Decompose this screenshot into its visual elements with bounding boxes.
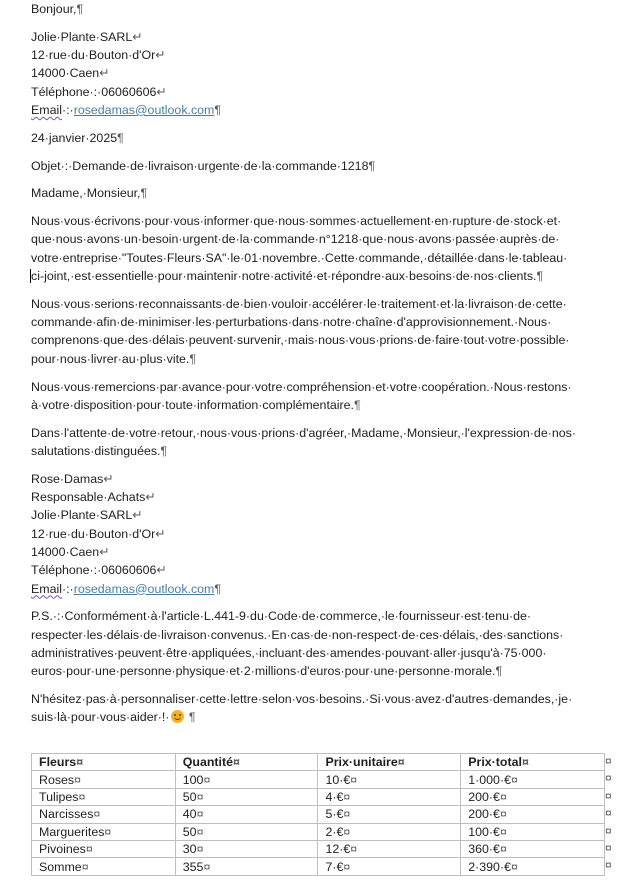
table-row [32, 806, 605, 823]
table-cell[interactable]: 355¤ [175, 858, 318, 875]
table-cell[interactable]: 12·€¤ [318, 840, 461, 857]
table-row [32, 840, 605, 857]
table-cell[interactable]: 7·€¤ [318, 858, 461, 875]
sender-email-link[interactable]: rosedamas@outlook.com [73, 102, 215, 117]
table-cell[interactable]: 10·€¤ [318, 771, 461, 788]
sender-phone: Téléphone·:·06060606 [31, 84, 157, 99]
table-cell[interactable]: 40¤ [175, 806, 318, 823]
table-header-cell[interactable]: Quantité¤ [175, 754, 318, 771]
signature-name: Rose·Damas [31, 471, 104, 486]
greeting: Bonjour,¶ [31, 2, 84, 16]
table-cell[interactable]: 5·€¤ [318, 806, 461, 823]
sender-email-label: Email [31, 102, 62, 117]
table-row-end-marks [605, 753, 615, 875]
paragraph-4: Dans·l'attente·de·votre·retour,·nous·vous·prions·d'agréer,·Madame,·Monsieur,·l'expression·de·nos· salutations·distinguées.¶ [31, 425, 576, 458]
postscript: P.S.·:·Conformément·à·l'article·L.441-9·du·Code·de·commerce,·le·fournisseur·est·tenu·de· respecter·les·délais·de·livraison·convenus.·En·cas·de·non-respect·de·ces·délais,·des·sanctions· administratives·peuvent·être·appliquées,·incluant·des·amendes·pouvant·aller·jusqu'à·75·000· euros·pour·une·personne·physique·et·2·millions·d'euros·pour·une·personne·morale.¶ [31, 609, 564, 679]
row-end-mark: ¤ [605, 771, 612, 786]
row-end-mark: ¤ [605, 823, 612, 838]
table-header-cell[interactable]: Fleurs¤ [32, 754, 176, 771]
table-cell[interactable]: 2·€¤ [318, 823, 461, 840]
table-cell[interactable]: Narcisses¤ [32, 806, 176, 823]
table-cell[interactable]: Marguerites¤ [32, 823, 176, 840]
table-header-row [32, 754, 605, 771]
table-cell[interactable]: Tulipes¤ [32, 788, 176, 805]
table-row [32, 823, 605, 840]
sender-street: 12·rue·du·Bouton·d'Or [31, 48, 156, 63]
table-row [32, 788, 605, 805]
table-cell[interactable]: 100¤ [175, 771, 318, 788]
sender-city: 14000·Caen [31, 66, 100, 81]
signature-email-label: Email [31, 581, 62, 596]
table-cell[interactable]: 30¤ [175, 840, 318, 857]
table-row [32, 858, 605, 875]
table-cell[interactable]: 4·€¤ [318, 788, 461, 805]
row-end-mark: ¤ [605, 806, 612, 821]
row-end-mark: ¤ [605, 788, 612, 803]
signature-street: 12·rue·du·Bouton·d'Or [31, 526, 156, 541]
table-row [32, 771, 605, 788]
signature-email-link[interactable]: rosedamas@outlook.com [73, 581, 215, 596]
letter-date: 24·janvier·2025¶ [31, 130, 124, 145]
paragraph-1: Nous·vous·écrivons·pour·vous·informer·que·nous·sommes·actuellement·en·rupture·de·stock·et· que·nous·avons·un·besoin·urgent·de·la·commande·n°1218·que·nous·avons·passée·auprès·de· votre·entreprise·"Toutes·Fleurs·SA"·le·01·novembre.·Cette·commande,·détaillée·dans·le·tableau· ci-joint,·est·essentielle·pour·maintenir·notre·activité·et·répondre·aux·besoins·de·nos·clients.¶ [31, 214, 568, 284]
signature-city: 14000·Caen [31, 544, 100, 559]
row-end-mark: ¤ [605, 754, 612, 768]
smiling-face-emoji-icon [171, 710, 184, 723]
paragraph-3: Nous·vous·remercions·par·avance·pour·votre·compréhension·et·votre·coopération.·Nous·restons· à·votre·disposition·pour·toute·information·complémentaire.¶ [31, 379, 572, 412]
signature-block: Rose·Damas↵ Responsable·Achats↵ Jolie·Plante·SARL↵ 12·rue·du·Bouton·d'Or↵ 14000·Caen↵ Téléphone·:·06060606↵ Email·:·rosedamas@outlook.com¶ [31, 471, 222, 596]
table-cell[interactable]: Roses¤ [32, 771, 176, 788]
table-cell[interactable]: 200·€¤ [461, 788, 605, 805]
table-header-cell[interactable]: Prix·unitaire¤ [318, 754, 461, 771]
document-page[interactable] [31, 0, 616, 727]
signature-phone: Téléphone·:·06060606 [31, 563, 157, 578]
table-cell[interactable]: 50¤ [175, 788, 318, 805]
table-header-cell[interactable]: Prix·total¤ [461, 754, 605, 771]
sender-company: Jolie·Plante·SARL [31, 29, 133, 44]
closing-note: N'hésitez·pas·à·personnaliser·cette·lettre·selon·vos·besoins.·Si·vous·avez·d'autres·demandes,·je· suis·là·pour·vous·aider·!· ¶ [31, 692, 573, 725]
sender-address-block: Jolie·Plante·SARL↵ 12·rue·du·Bouton·d'Or↵ 14000·Caen↵ Téléphone·:·06060606↵ Email·:·rosedamas@outlook.com¶ [31, 29, 222, 117]
table-cell[interactable]: 200·€¤ [461, 806, 605, 823]
table-cell[interactable]: 360·€¤ [461, 840, 605, 857]
signature-company: Jolie·Plante·SARL [31, 508, 133, 523]
letter-subject: Objet·:·Demande·de·livraison·urgente·de·la·commande·1218¶ [31, 158, 376, 173]
table-cell[interactable]: 1·000·€¤ [461, 771, 605, 788]
order-table[interactable] [31, 753, 605, 876]
paragraph-2: Nous·vous·serions·reconnaissants·de·bien·vouloir·accélérer·le·traitement·et·la·livraison·de·cette· commande·afin·de·minimiser·les·perturbations·dans·notre·chaîne·d'approvisionnement.·Nous· comprenons·que·des·délais·peuvent·survenir,·mais·nous·vous·prions·de·faire·tout·votre·possible· pour·nous·livrer·au·plus·vite.¶ [31, 296, 570, 366]
row-end-mark: ¤ [605, 858, 612, 873]
table-cell[interactable]: 50¤ [175, 823, 318, 840]
table-cell[interactable]: 2·390·€¤ [461, 858, 605, 875]
table-cell[interactable]: Pivoines¤ [32, 840, 176, 857]
row-end-mark: ¤ [605, 840, 612, 855]
salutation: Madame,·Monsieur,¶ [31, 186, 148, 201]
table-cell[interactable]: Somme¤ [32, 858, 176, 875]
signature-role: Responsable·Achats [31, 490, 146, 505]
table-cell[interactable]: 100·€¤ [461, 823, 605, 840]
